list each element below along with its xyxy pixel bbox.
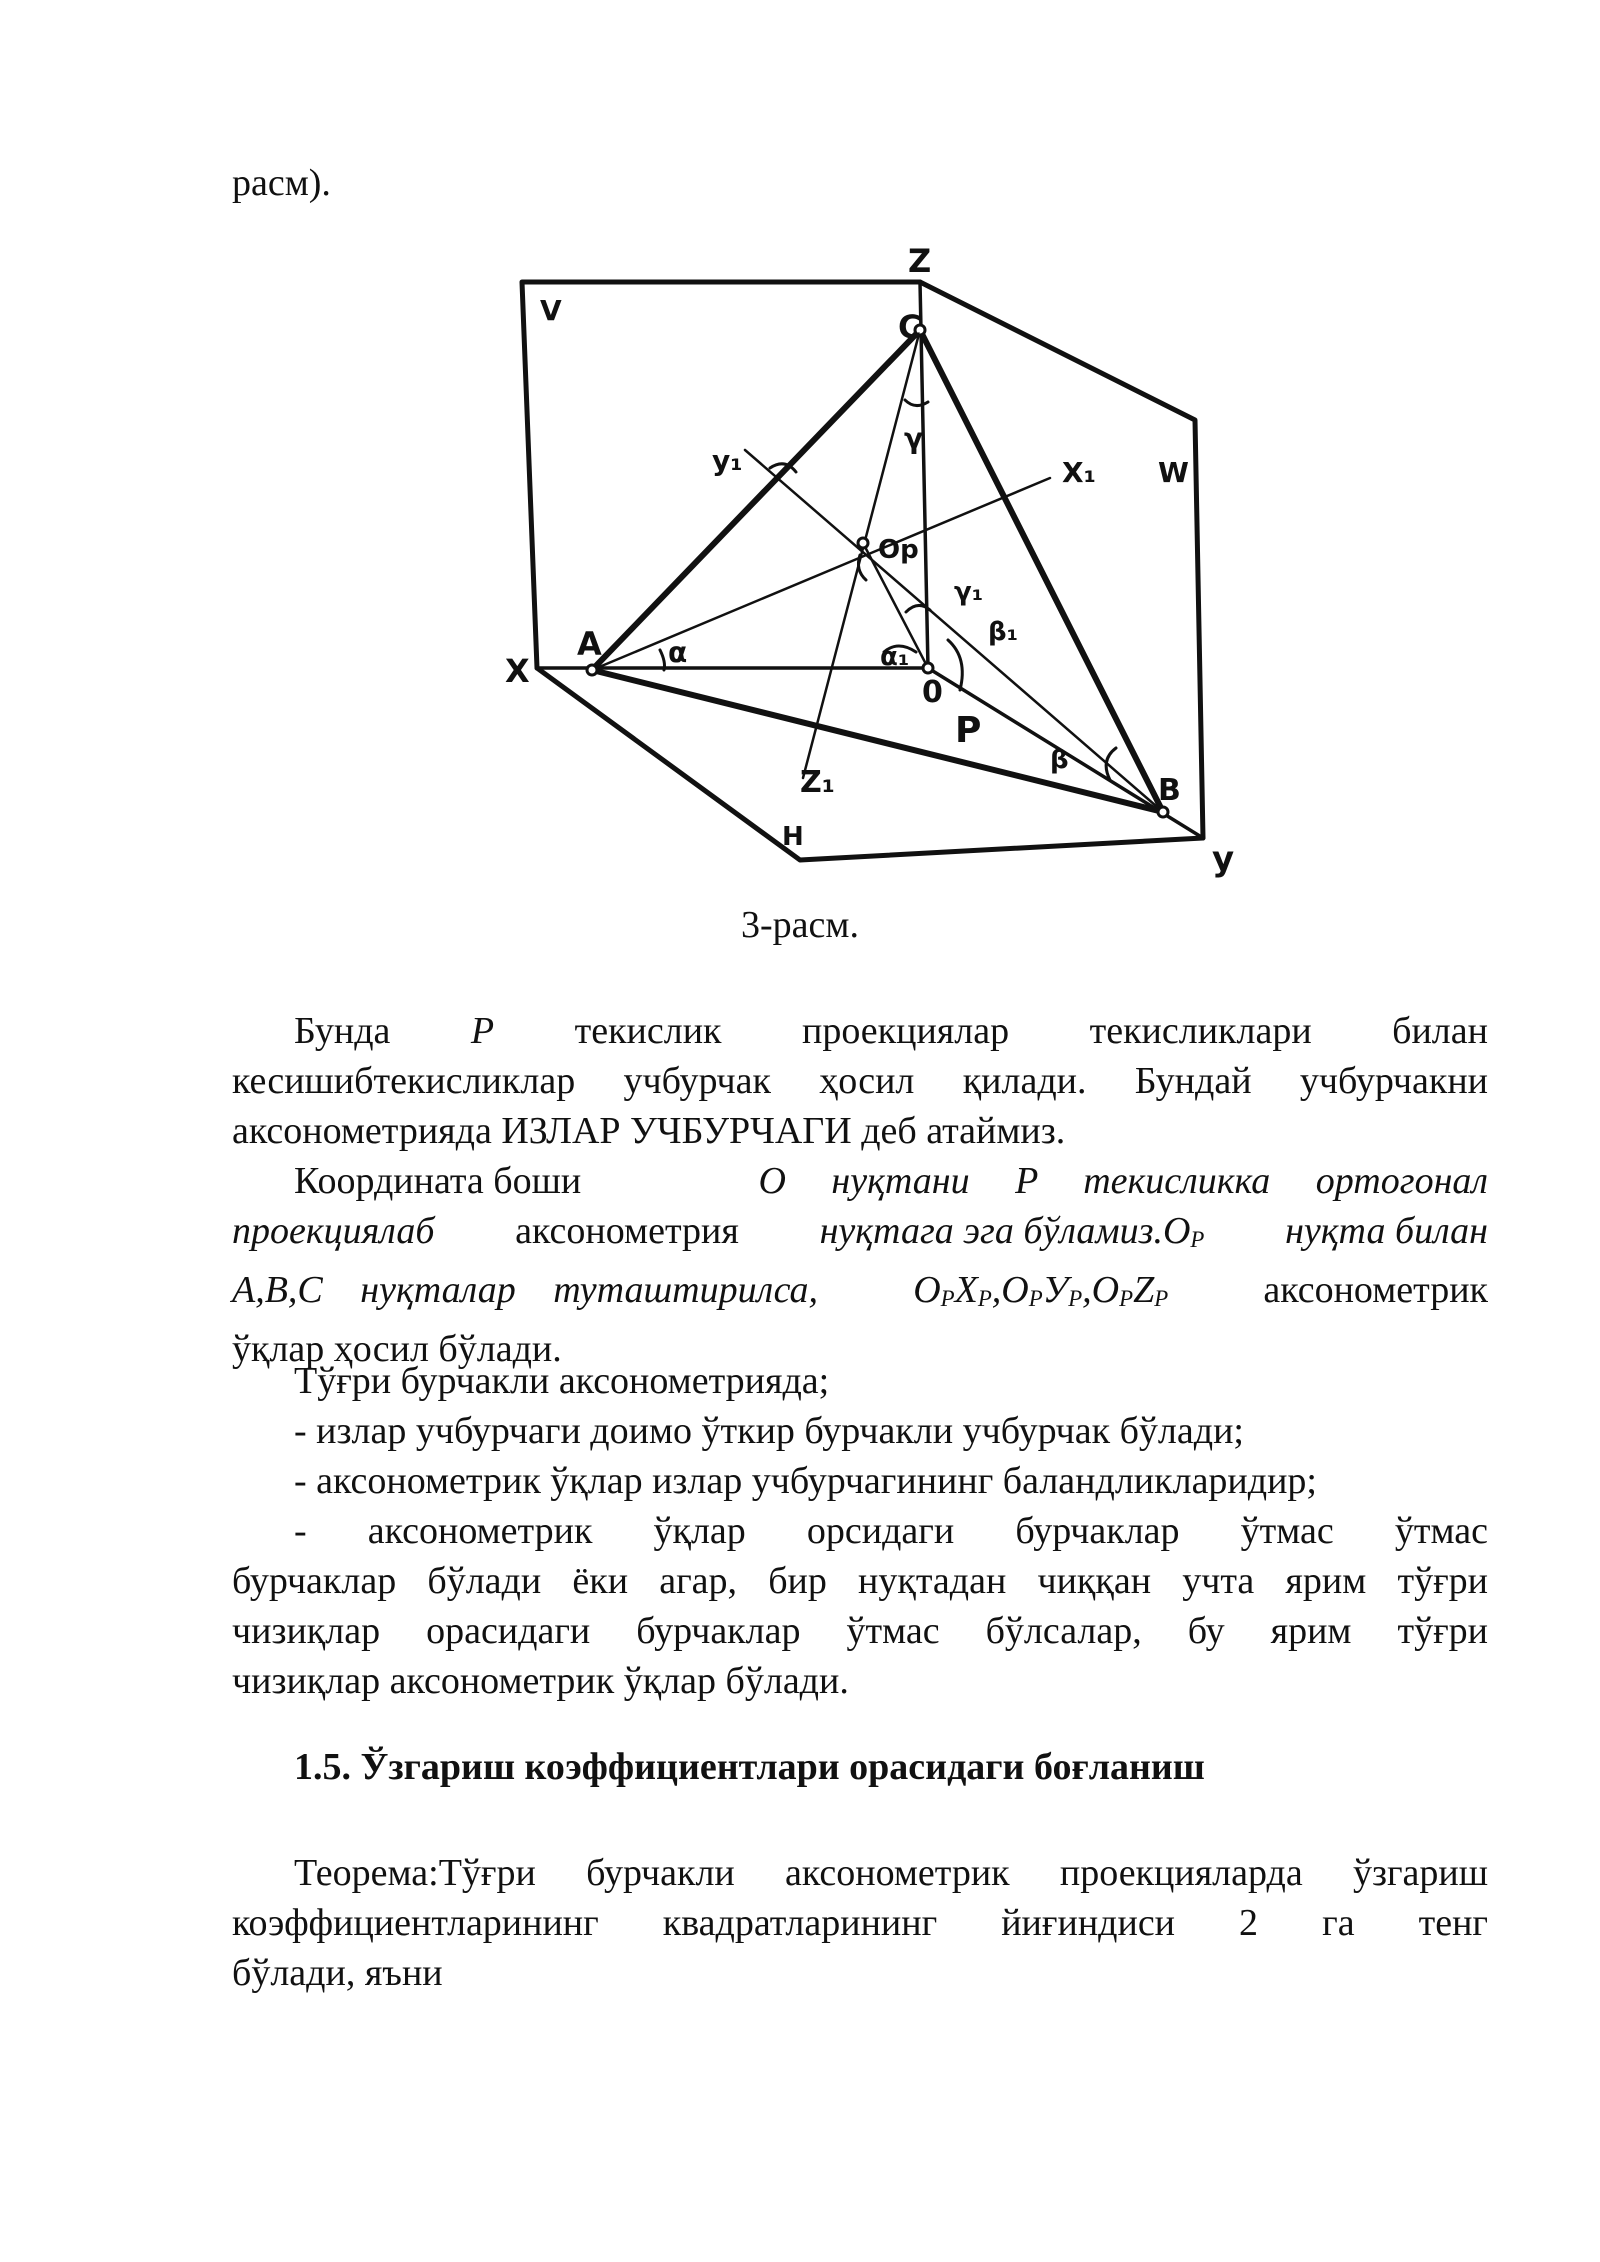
angle-arc-gamma — [905, 400, 928, 406]
label-v: V — [540, 294, 562, 327]
label-x: X — [505, 652, 530, 690]
label-b: B — [1158, 773, 1181, 808]
axis-x1 — [592, 478, 1050, 670]
point-a — [587, 665, 597, 675]
list-item-3-line-2: бурчаклар бўлади ёки агар, бир нуқтадан чиққан учта ярим тўғри — [232, 1560, 1488, 1602]
list-item-3-line-1: - аксонометрик ўқлар орсидаги бурчаклар ўтмас ўтмас — [294, 1510, 1488, 1552]
angle-arc-op — [858, 555, 866, 580]
label-gamma: γ — [904, 422, 924, 455]
paragraph-1-line-3: аксонометрияда ИЗЛАР УЧБУРЧАГИ деб атаймиз. — [232, 1110, 1066, 1152]
top-fragment: расм). — [232, 162, 331, 204]
paragraph-1 — [232, 1006, 1488, 1156]
point-op — [858, 538, 868, 548]
angle-arc-beta — [1106, 748, 1116, 780]
axonometry-figure — [0, 0, 1600, 900]
paragraph-2-line-2: проекциялаб аксонометрия нуқтага эга $бўламиз.O_P$ нуқта билан — [232, 1210, 1488, 1252]
label-z: Z — [908, 242, 932, 280]
label-y: y — [1212, 839, 1235, 879]
theorem-line-3: бўлади, яъни — [232, 1952, 443, 1994]
label-o: 0 — [922, 675, 943, 710]
label-c: C — [898, 308, 922, 346]
label-w: W — [1158, 456, 1189, 489]
label-beta1: β₁ — [988, 617, 1018, 647]
point-o — [923, 663, 933, 673]
paragraph-2-line-4: ўқлар ҳосил бўлади. — [232, 1328, 562, 1370]
properties-list — [232, 1356, 1488, 1706]
list-item-3-line-3: чизиқлар орасидаги бурчаклар ўтмас бўлсалар, бу ярим тўғри — [232, 1610, 1488, 1652]
paragraph-2-line-3: A,B,C нуқталар туташтирилса, $O_PX_P,O_PУ_P,O_PZ_P$ аксонометрик — [232, 1269, 1488, 1311]
section-heading: 1.5. Ўзгариш коэффициентлари орасидаги боғланиш — [294, 1746, 1205, 1788]
label-op: Op — [878, 535, 919, 565]
paragraph-1-line-2: кесишибтекисликлар учбурчак ҳосил қилади. Бундай учбурчакни — [232, 1060, 1488, 1102]
label-p: P — [955, 710, 982, 751]
label-y1: y₁ — [712, 444, 743, 477]
label-x1: X₁ — [1062, 456, 1096, 489]
label-z1: Z₁ — [800, 765, 835, 800]
paragraph-2-line-1: Координата боши O нуқтани P текисликка ортогонал — [294, 1160, 1488, 1202]
theorem-line-1: Теорема:Тўғри бурчакли аксонометрик проекцияларда ўзгариш — [294, 1852, 1488, 1894]
paragraph-1-line-1: Бунда P текислик проекциялар текисликлари билан — [294, 1010, 1488, 1052]
label-alpha1: α₁ — [880, 642, 910, 672]
point-b — [1158, 807, 1168, 817]
label-alpha: α — [668, 636, 688, 669]
list-item-1: - излар учбурчаги доимо ўткир бурчакли учбурчак бўлади; — [294, 1410, 1244, 1452]
theorem-paragraph — [232, 1848, 1488, 1998]
label-gamma1: γ₁ — [954, 577, 984, 607]
paragraph-2 — [232, 1156, 1488, 1374]
list-item-2: - аксонометрик ўқлар излар учбурчагининг баландликларидир; — [294, 1460, 1317, 1502]
list-intro: Тўғри бурчакли аксонометрияда; — [294, 1360, 830, 1402]
label-beta: β — [1050, 745, 1069, 775]
label-h: H — [782, 822, 804, 852]
theorem-line-2: коэффициентларининг квадратларининг йиғиндиси 2 га тенг — [232, 1902, 1488, 1944]
list-item-3-line-4: чизиқлар аксонометрик ўқлар бўлади. — [232, 1660, 849, 1702]
figure-caption: 3-расм. — [741, 904, 859, 946]
label-a: A — [577, 625, 602, 663]
